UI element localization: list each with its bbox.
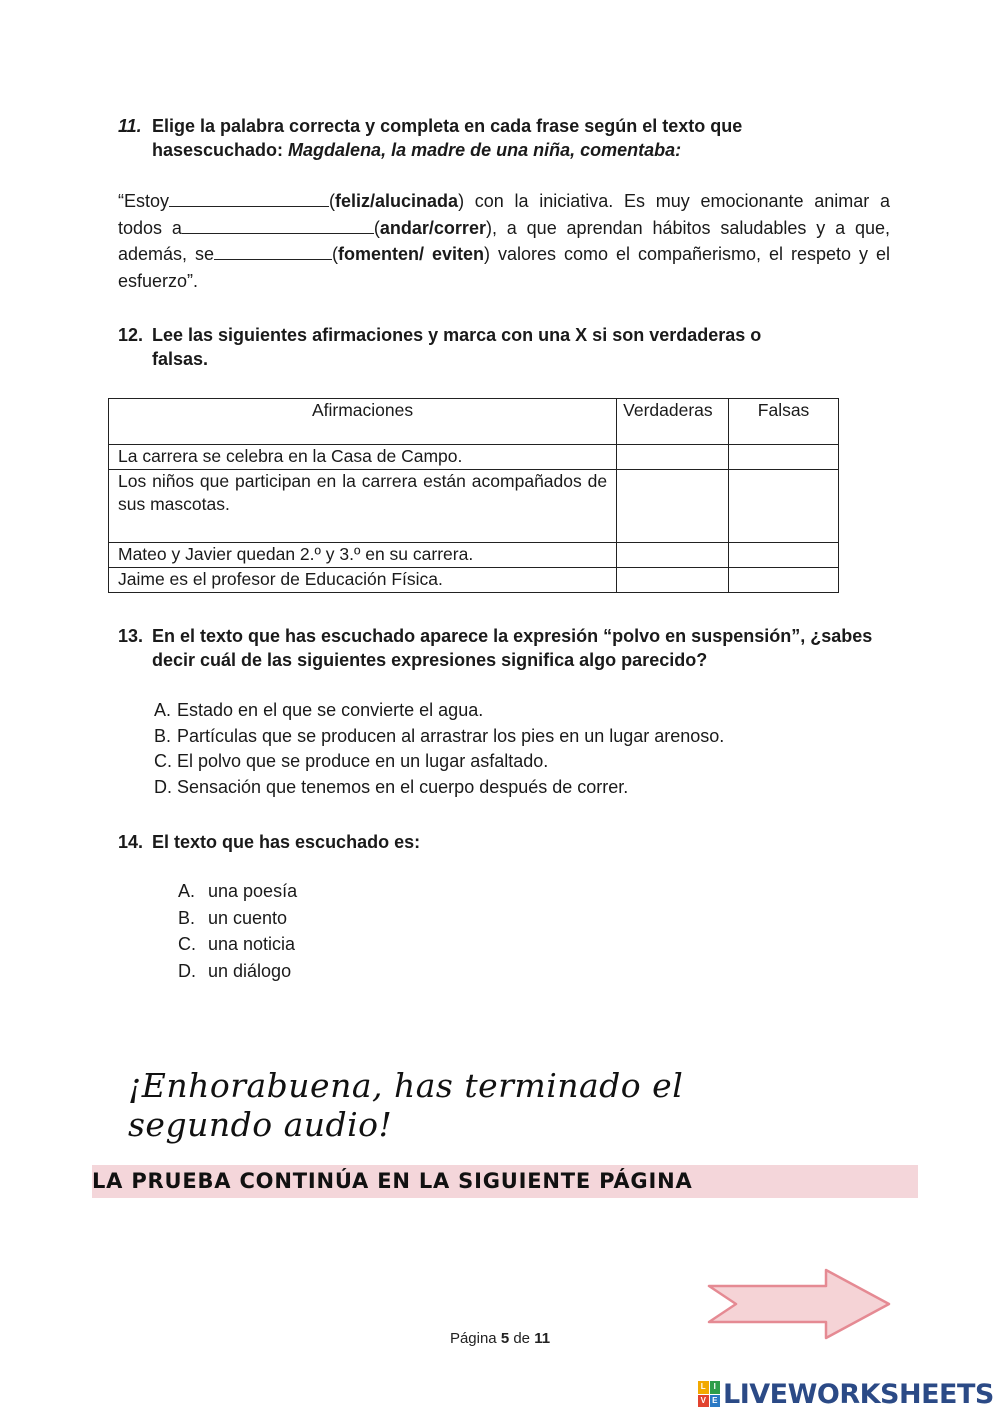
blank-field-2[interactable] <box>182 216 374 234</box>
paragraph-text: ) con la iniciativa. Es muy emocionante animar a todos a <box>118 191 890 238</box>
question-text-line1: Elige la palabra correcta y completa en cada frase según el texto que <box>152 116 743 136</box>
question-number: 12. <box>118 325 144 345</box>
option-c[interactable] <box>154 749 724 775</box>
statement-cell: Los niños que participan en la carrera están acompañados de sus mascotas. <box>109 470 617 543</box>
question-text-italic: Magdalena, la madre de una niña, comentaba: <box>288 140 682 160</box>
statement-cell: Mateo y Javier quedan 2.º y 3.º en su carrera. <box>109 543 617 568</box>
question-13-prompt <box>118 624 918 672</box>
false-checkbox-cell[interactable] <box>729 445 839 470</box>
paragraph-text: ) valores como el compañerismo, el respeto y el esfuerzo”. <box>118 244 890 291</box>
option-text: El polvo que se produce en un lugar asfaltado. <box>177 751 549 771</box>
option-d[interactable] <box>154 775 724 801</box>
paragraph-text: “Estoy <box>118 191 170 211</box>
true-checkbox-cell[interactable] <box>617 470 729 543</box>
header-verdaderas: Verdaderas <box>617 399 729 445</box>
table-row <box>109 470 839 543</box>
question-11-prompt <box>118 114 808 162</box>
option-letter: D. <box>154 776 172 797</box>
false-checkbox-cell[interactable] <box>729 543 839 568</box>
brand-name: LIVEWORKSHEETS <box>723 1378 994 1410</box>
question-number: 14. <box>118 832 144 852</box>
footer-mid: de <box>509 1330 535 1347</box>
option-text: una poesía <box>208 881 298 901</box>
question-14-prompt <box>118 830 808 854</box>
blank-field-3[interactable] <box>214 242 332 260</box>
question-text-line1: Lee las siguientes afirmaciones y marca con una X si son verdaderas o <box>152 325 762 345</box>
option-c[interactable] <box>178 931 297 958</box>
page-footer <box>0 1330 1000 1347</box>
question-number: 11. <box>118 116 142 136</box>
option-letter: A. <box>154 700 172 720</box>
header-afirmaciones: Afirmaciones <box>109 399 617 445</box>
statement-cell: La carrera se celebra en la Casa de Campo. <box>109 445 617 470</box>
question-text-line2: decir cuál de las siguientes expresiones significa algo parecido? <box>152 650 708 670</box>
question-text-line1: El texto que has escuchado es: <box>152 832 421 852</box>
option-letter: D. <box>178 960 196 981</box>
word-options-1: feliz/alucinada <box>335 191 459 211</box>
liveworksheets-logo-icon <box>698 1381 720 1407</box>
option-letter: B. <box>178 907 196 928</box>
table-row <box>109 543 839 568</box>
question-text-line2: hasescuchado: <box>152 140 289 160</box>
table-row <box>109 568 839 593</box>
option-text: un diálogo <box>208 960 292 981</box>
false-checkbox-cell[interactable] <box>729 470 839 543</box>
question-13-options <box>154 698 724 800</box>
option-text: Sensación que tenemos en el cuerpo después de correr. <box>177 776 629 797</box>
table-header-row <box>109 399 839 445</box>
option-a[interactable] <box>154 698 724 724</box>
true-checkbox-cell[interactable] <box>617 568 729 593</box>
statement-cell: Jaime es el profesor de Educación Física. <box>109 568 617 593</box>
option-b[interactable] <box>178 905 297 932</box>
option-text: Estado en el que se convierte el agua. <box>177 700 484 720</box>
logo-letter: E <box>710 1395 721 1408</box>
blank-field-1[interactable] <box>169 189 329 207</box>
word-options-2: andar/correr <box>379 217 486 238</box>
footer-prefix: Página <box>449 1330 501 1347</box>
option-letter: B. <box>154 725 172 746</box>
true-checkbox-cell[interactable] <box>617 445 729 470</box>
continue-banner <box>92 1165 918 1198</box>
true-false-table <box>108 398 839 593</box>
paragraph-text: ), a que aprendan hábitos saludables y a que, además, se <box>118 217 891 264</box>
option-letter: C. <box>154 751 172 771</box>
logo-letter: L <box>698 1381 709 1394</box>
liveworksheets-brand <box>698 1378 994 1410</box>
option-letter: C. <box>178 934 196 954</box>
congratulations-message: ¡Enhorabuena, has terminado el segundo audio! <box>128 1066 684 1144</box>
table-row <box>109 445 839 470</box>
header-falsas: Falsas <box>729 399 839 445</box>
question-14-options <box>178 878 297 984</box>
option-d[interactable] <box>178 958 297 985</box>
fill-in-paragraph: “Estoy (feliz/alucinada) con la iniciativa. Es muy emocionante animar a todos a (andar/correr), a que aprendan hábitos saludables y a que, además, se (fomenten/ eviten) valores como el compañerismo, el respeto y el esfuerzo”. <box>118 191 891 291</box>
question-text-line2: falsas. <box>152 349 209 369</box>
true-checkbox-cell[interactable] <box>617 543 729 568</box>
logo-letter: V <box>698 1395 709 1408</box>
logo-letter: I <box>710 1381 721 1394</box>
total-pages: 11 <box>534 1330 551 1347</box>
current-page: 5 <box>500 1330 510 1347</box>
option-a[interactable] <box>178 878 297 905</box>
option-text: Partículas que se producen al arrastrar los pies en un lugar arenoso. <box>177 725 725 746</box>
false-checkbox-cell[interactable] <box>729 568 839 593</box>
option-letter: A. <box>178 881 196 901</box>
continue-banner-text: LA PRUEBA CONTINÚA EN LA SIGUIENTE PÁGINA <box>92 1169 693 1193</box>
question-text-line1: En el texto que has escuchado aparece la expresión “polvo en suspensión”, ¿sabes <box>152 626 873 646</box>
option-text: un cuento <box>208 907 288 928</box>
question-12-prompt <box>118 323 808 371</box>
question-number: 13. <box>118 626 144 646</box>
option-b[interactable] <box>154 724 724 750</box>
word-options-3: fomenten/ eviten <box>338 244 485 264</box>
option-text: una noticia <box>208 934 296 954</box>
